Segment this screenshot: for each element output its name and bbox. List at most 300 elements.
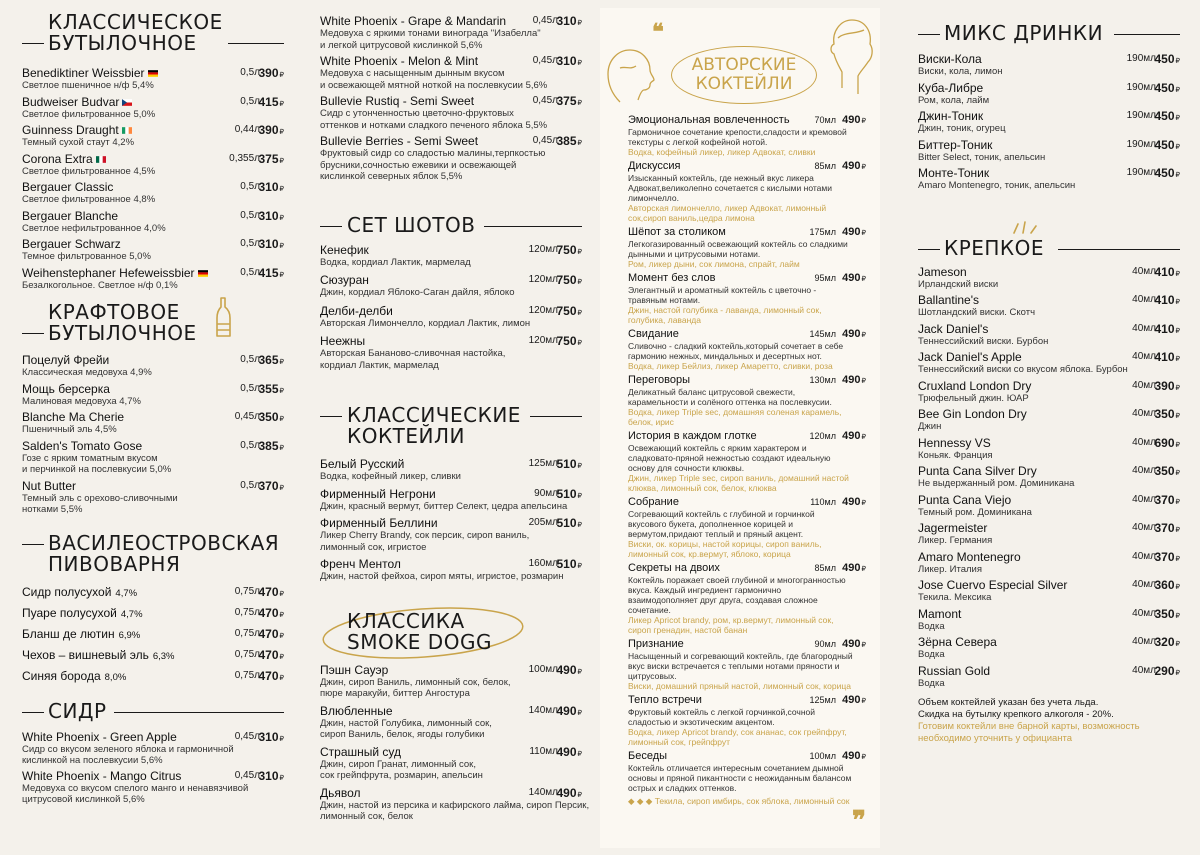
- menu-item: [918, 379, 1180, 405]
- item-volume: 0,5л: [240, 354, 260, 365]
- item-name-text: White Phoenix - Melon & Mint: [320, 54, 479, 68]
- item-price-value: 375: [258, 151, 279, 166]
- item-description: Джин, кордиал Яблоко-Саган дайля, яблоко: [320, 287, 515, 298]
- item-volume: 190мл: [1126, 53, 1156, 64]
- item-price: [1154, 436, 1180, 453]
- menu-item: [918, 109, 1180, 135]
- item-price-value: 490: [842, 226, 861, 238]
- item-ingredients: Водка, ликер Triple sec, домашняя соленая карамель,: [628, 407, 842, 417]
- item-volume: 0,75л: [234, 648, 260, 660]
- ruble-sign: ₽: [861, 698, 866, 705]
- item-ingredients: сок,сироп ваниль,цедра лимона: [628, 213, 755, 223]
- section-title-author-cocktails: АВТОРСКИЕ КОКТЕЙЛИ: [691, 55, 797, 94]
- item-price-value: 365: [258, 353, 279, 367]
- quote-open-icon: ❝: [652, 19, 664, 45]
- item-description: Шотландский виски. Скотч: [918, 307, 1036, 318]
- item-description: Безалкогольное. Светлое н/ф 0,1%: [22, 279, 178, 291]
- item-volume: 0,5л: [240, 479, 260, 491]
- item-volume: 40мл: [1132, 550, 1156, 562]
- beer-bottle-icon: [212, 294, 236, 340]
- ruble-sign: ₽: [861, 230, 866, 237]
- item-volume: 0,5л: [240, 382, 260, 394]
- item-price: [258, 209, 284, 226]
- item-volume: 100мл: [528, 663, 558, 675]
- ruble-sign: ₽: [577, 340, 582, 347]
- shots-list: [320, 243, 582, 372]
- de-flag-icon: [198, 270, 208, 277]
- item-name-text: Секреты на двоих: [628, 562, 720, 574]
- item-price-value: 310: [258, 180, 279, 194]
- item-volume: 0,5л: [240, 439, 260, 451]
- item-description: Не выдержанный ром. Доминикана: [918, 478, 1075, 489]
- item-abv: 6,3%: [152, 650, 175, 662]
- item-price: [258, 439, 284, 456]
- ruble-sign: ₽: [279, 444, 284, 452]
- item-description: вкуса. Каждый ингредиент гармонично: [628, 585, 782, 595]
- divider: [228, 43, 284, 44]
- item-price: [258, 180, 284, 197]
- ruble-sign: ₽: [577, 563, 582, 570]
- item-description: Джин, красный вермут, биттер Селект, цедра апельсина: [320, 500, 568, 512]
- item-ingredients: Водка, кофейный ликер, ликер Адвокат, сливки: [628, 147, 816, 157]
- item-volume: 90мл: [534, 487, 558, 499]
- item-price: [556, 54, 582, 71]
- item-volume: 95мл: [814, 273, 836, 283]
- ruble-sign: ₽: [1175, 584, 1180, 591]
- ruble-sign: ₽: [1175, 299, 1180, 306]
- item-price-value: 450: [1154, 166, 1175, 180]
- item-price-value: 470: [258, 647, 279, 662]
- item-name-text: Свидание: [628, 328, 679, 340]
- ruble-sign: ₽: [1175, 356, 1180, 363]
- item-price-value: 450: [1154, 80, 1175, 95]
- item-description: Водка: [918, 620, 945, 632]
- item-price: [1154, 464, 1180, 481]
- menu-item: [22, 95, 284, 121]
- divider: [320, 416, 342, 417]
- item-price: [840, 226, 866, 240]
- item-volume: 0,75л: [234, 627, 260, 639]
- ruble-sign: ₽: [577, 522, 582, 529]
- item-price-value: 750: [556, 334, 577, 348]
- item-price: [840, 114, 866, 128]
- ruble-sign: ₽: [577, 668, 582, 676]
- item-volume: 0,75л: [234, 585, 260, 597]
- item-volume: 0,45л: [532, 95, 558, 106]
- item-price-value: 390: [1154, 378, 1175, 393]
- item-volume: 0,75л: [234, 669, 260, 681]
- item-volume: 0,45л: [532, 135, 558, 146]
- item-abv: 6,9%: [118, 629, 141, 641]
- item-volume: 100мл: [809, 751, 836, 761]
- item-volume: 0,355л: [229, 152, 260, 164]
- item-price-value: 490: [556, 785, 577, 800]
- item-price-value: 410: [1154, 264, 1175, 279]
- item-volume: 40мл: [1132, 436, 1156, 448]
- item-price: [556, 243, 582, 260]
- ruble-sign: ₽: [577, 709, 582, 717]
- item-price-value: 450: [1154, 137, 1175, 152]
- item-description: Медовуха со вкусом спелого манго и ненавязчивой: [22, 782, 249, 794]
- item-name-text: Кенефик: [320, 242, 369, 257]
- ruble-sign: ₽: [279, 590, 284, 598]
- item-price-value: 470: [258, 668, 279, 683]
- section-title-mix: МИКС ДРИНКИ: [918, 23, 1180, 44]
- mix-drinks-list: [918, 52, 1180, 192]
- item-name-text: Мощь берсерка: [22, 381, 110, 396]
- ruble-sign: ₽: [1175, 384, 1180, 392]
- menu-item: [628, 226, 866, 269]
- item-price-value: 310: [556, 14, 577, 28]
- item-price-value: 490: [842, 430, 861, 442]
- ruble-sign: ₽: [577, 309, 582, 317]
- item-description: Коктейль отличается интересным сочетанием дымной: [628, 763, 844, 773]
- cider-list: [22, 730, 284, 806]
- ruble-sign: ₽: [279, 186, 284, 193]
- ruble-sign: ₽: [1175, 413, 1180, 420]
- divider: [22, 544, 44, 545]
- item-name-text: История в каждом глотке: [628, 430, 757, 442]
- item-description: оттенков и нотками сладкого печеного яблока 5,5%: [320, 119, 548, 131]
- divider: [918, 249, 940, 250]
- item-description: вкус виски встречается с теплыми нотами пряности и: [628, 661, 840, 671]
- item-volume: 175мл: [809, 227, 836, 237]
- item-price-value: 490: [842, 694, 861, 706]
- divider: [320, 226, 342, 227]
- item-name-text: Benediktiner Weissbier: [22, 66, 145, 80]
- menu-item: [628, 374, 866, 427]
- item-description: и освежающей мятной ноткой на послевкусии 5,6%: [320, 79, 548, 91]
- menu-item: [320, 334, 582, 371]
- item-description: Сливочно - сладкий коктейль,который сочетает в себе: [628, 341, 844, 351]
- item-ingredients: клюква, лимонный сок, белок, клюква: [628, 483, 777, 493]
- item-description: Ликер. Италия: [918, 563, 982, 575]
- item-description: Светлое фильтрованное 4,8%: [22, 194, 156, 205]
- item-name-text: Влюбленные: [320, 703, 393, 718]
- item-price-value: 350: [1154, 407, 1175, 421]
- item-name-text: Шёпот за столиком: [628, 226, 726, 238]
- item-volume: 110мл: [810, 497, 836, 507]
- menu-item: [320, 14, 582, 51]
- item-volume: 0,5л: [240, 266, 260, 278]
- item-description: сочетание.: [628, 605, 671, 615]
- menu-item: [22, 410, 284, 436]
- classic-cocktails-list: [320, 457, 582, 583]
- quote-close-icon: ❞: [852, 806, 866, 836]
- item-volume: 0,5л: [240, 209, 260, 221]
- item-price: [840, 328, 866, 342]
- item-price: [258, 479, 284, 496]
- item-price: [556, 745, 582, 762]
- item-description: травяным нотами.: [628, 295, 701, 305]
- item-price-value: 490: [842, 496, 861, 508]
- ruble-sign: ₽: [1175, 172, 1180, 179]
- item-volume: 140мл: [528, 704, 558, 716]
- item-volume: 40мл: [1132, 408, 1156, 419]
- menu-item: [918, 607, 1180, 633]
- ruble-sign: ₽: [577, 750, 582, 758]
- item-description: Изысканный коктейль, где нежный вкус ликера: [628, 173, 814, 183]
- item-description: Виски, кола, лимон: [918, 66, 1003, 77]
- item-name-text: Переговоры: [628, 374, 691, 386]
- item-description: Водка, кордиал Лактик, мармелад: [320, 256, 471, 268]
- item-price: [1154, 138, 1180, 155]
- item-name-text: Делби-делби: [320, 303, 393, 318]
- item-description: Гозе с ярким томатным вкусом: [22, 452, 158, 464]
- section-title-shots: СЕТ ШОТОВ: [320, 215, 582, 236]
- ruble-sign: ₽: [279, 100, 284, 108]
- ruble-sign: ₽: [861, 434, 866, 441]
- item-name-text: Бланш де лютин: [22, 626, 115, 641]
- ruble-sign: ₽: [861, 332, 866, 339]
- item-volume: 0,5л: [240, 95, 260, 107]
- item-volume: 130мл: [809, 375, 836, 385]
- item-ingredients: голубика, лаванда: [628, 315, 701, 325]
- item-price: [556, 94, 582, 111]
- item-ingredients: Водка, ликер Apricot brandy, сок ананас, сок грейпфрут,: [628, 727, 847, 737]
- ruble-sign: ₽: [861, 754, 866, 761]
- divider: [484, 226, 582, 227]
- item-name-text: Mamont: [918, 606, 962, 621]
- item-volume: 40мл: [1132, 579, 1156, 590]
- ruble-sign: ₽: [577, 492, 582, 500]
- item-ingredients: Виски, ок. корицы, настой корицы, сироп ваниль,: [628, 539, 822, 549]
- item-volume: 40мл: [1132, 379, 1156, 391]
- item-volume: 0,5л: [240, 238, 260, 249]
- item-ingredients: Водка, ликер Бейлиз, ликер Амаретто, сливки, роза: [628, 361, 833, 371]
- item-price: [258, 627, 284, 644]
- item-price: [258, 606, 284, 623]
- item-name-text: Hennessy VS: [918, 435, 991, 450]
- item-volume: 120мл: [809, 431, 836, 441]
- item-price: [1154, 109, 1180, 126]
- menu-item: [22, 382, 284, 408]
- item-price: [258, 123, 284, 140]
- item-price: [258, 410, 284, 427]
- item-abv: 4,7%: [115, 587, 138, 599]
- item-price-value: 450: [1154, 52, 1175, 66]
- item-name-text: Bee Gin London Dry: [918, 407, 1027, 421]
- item-description: Ирландский виски: [918, 278, 999, 290]
- item-price-value: 310: [258, 237, 279, 251]
- item-price: [258, 237, 284, 254]
- ruble-sign: ₽: [861, 566, 866, 573]
- item-volume: 0,45л: [234, 730, 260, 742]
- ruble-sign: ₽: [577, 279, 582, 286]
- menu-item: [320, 243, 582, 269]
- item-price: [1154, 550, 1180, 567]
- item-description: гармонию нежных, миндальных и десертных нот.: [628, 351, 822, 361]
- item-description: острых и сладких оттенков.: [628, 783, 737, 793]
- item-description: Джин, настой Голубика, лимонный сок,: [320, 717, 492, 729]
- item-description: Адвокат,великолепно сочетается с кислыми нотами: [628, 183, 832, 193]
- menu-item: [22, 479, 284, 516]
- item-description: основу для сочности клюквы.: [628, 463, 745, 473]
- ruble-sign: ₽: [279, 632, 284, 640]
- ruble-sign: ₽: [577, 140, 582, 147]
- section-title-cider: СИДР: [22, 701, 284, 722]
- item-price: [840, 160, 866, 174]
- item-description: брусники,сочностью ежевики и освежающей: [320, 159, 517, 171]
- menu-item: [918, 493, 1180, 519]
- ruble-sign: ₽: [279, 157, 284, 165]
- item-price-value: 320: [1154, 635, 1175, 649]
- craft-bottled-list: [22, 353, 284, 516]
- menu-item: [320, 663, 582, 700]
- item-volume: 40мл: [1132, 636, 1156, 647]
- item-description: Джин, настой из персика и кафирского лайма, сироп Персик,: [320, 799, 590, 811]
- item-description: Светлое фильтрованное 5,0%: [22, 108, 156, 120]
- item-name-text: Guinness Draught: [22, 123, 119, 137]
- item-name-text: Зёрна Севера: [918, 635, 997, 649]
- menu-item: [320, 273, 582, 299]
- item-price-value: 355: [258, 381, 279, 396]
- divider: [22, 43, 44, 44]
- menu-item: [22, 627, 284, 643]
- item-price-value: 490: [556, 744, 577, 759]
- strong-list: [918, 265, 1180, 690]
- item-ingredients: Джин, ликер Triple sec, сироп ваниль, домашний настой: [628, 473, 849, 483]
- item-volume: 40мл: [1132, 265, 1156, 277]
- item-name-text: Bullevie Berries - Semi Sweet: [320, 134, 479, 148]
- item-price: [1154, 379, 1180, 396]
- item-volume: 0,44л: [234, 124, 260, 135]
- item-name-text: Куба-Либре: [918, 80, 984, 95]
- item-name-text: Bergauer Schwarz: [22, 237, 121, 251]
- column-1: [22, 0, 284, 808]
- item-price: [840, 272, 866, 286]
- menu-item: [918, 81, 1180, 107]
- menu-item: [22, 123, 284, 149]
- ruble-sign: ₽: [279, 214, 284, 222]
- menu-item: [22, 66, 284, 92]
- item-name-text: Bergauer Classic: [22, 180, 114, 194]
- item-price-value: 310: [258, 208, 279, 223]
- section-title-vasileostrovskaya: ВАСИЛЕОСТРОВСКАЯ ПИВОВАРНЯ: [22, 533, 284, 575]
- column-3: [600, 0, 880, 836]
- ruble-sign: ₽: [1175, 270, 1180, 278]
- item-price: [1154, 166, 1180, 183]
- item-price: [840, 638, 866, 652]
- ruble-sign: ₽: [577, 100, 582, 107]
- item-name-text: White Phoenix - Mango Citrus: [22, 768, 182, 783]
- menu-item: [918, 166, 1180, 192]
- item-name-text: Bullevie Rustiq - Semi Sweet: [320, 94, 475, 108]
- item-name-text: Страшный суд: [320, 744, 402, 759]
- item-price: [556, 304, 582, 321]
- item-name-text: Jack Daniel's Apple: [918, 350, 1022, 364]
- ruble-sign: ₽: [861, 164, 866, 171]
- item-volume: 0,75л: [234, 606, 260, 618]
- ruble-sign: ₽: [279, 611, 284, 619]
- ruble-sign: ₽: [861, 276, 866, 283]
- menu-item: [22, 266, 284, 292]
- item-price-value: 385: [258, 438, 279, 453]
- item-ingredients: Авторская лимончелло, ликер Адвокат, лимонный: [628, 203, 827, 213]
- menu-item: [628, 638, 866, 691]
- item-price: [258, 353, 284, 370]
- section-title-strong: КРЕПКОЕ: [918, 238, 1180, 259]
- item-name-text: Ballantine's: [918, 293, 979, 307]
- item-description: цитрусовых.: [628, 671, 677, 681]
- item-volume: 0,5л: [240, 181, 260, 192]
- item-price-value: 510: [556, 486, 577, 501]
- item-price: [556, 487, 582, 504]
- item-price: [258, 95, 284, 112]
- menu-item: [22, 585, 284, 601]
- item-description: Сидр со вкусом зеленого яблока и гармоничной: [22, 743, 234, 755]
- item-price-value: 370: [1154, 521, 1175, 535]
- item-name-text: Джин-Тоник: [918, 109, 984, 123]
- menu-item: [628, 496, 866, 559]
- ruble-sign: ₽: [279, 774, 284, 782]
- item-price-value: 415: [258, 94, 279, 109]
- mx-flag-icon: [96, 156, 106, 163]
- item-volume: 125мл: [809, 695, 836, 705]
- author-header: [600, 0, 880, 108]
- item-price: [840, 430, 866, 444]
- item-description: Ром, кола, лайм: [918, 94, 990, 106]
- divider: [1058, 249, 1180, 250]
- menu-item: [918, 322, 1180, 348]
- item-price: [258, 730, 284, 747]
- item-volume: 40мл: [1132, 493, 1156, 505]
- ruble-sign: ₽: [1175, 612, 1180, 620]
- ruble-sign: ₽: [279, 387, 284, 395]
- item-price-value: 385: [556, 134, 577, 148]
- item-volume: 0,45л: [532, 55, 558, 66]
- item-volume: 120мл: [528, 243, 558, 255]
- ruble-sign: ₽: [279, 416, 284, 423]
- item-description: Джин, тоник, огурец: [918, 123, 1006, 134]
- item-volume: 110мл: [529, 745, 558, 757]
- item-name-text: Jagermeister: [918, 521, 988, 535]
- ruble-sign: ₽: [1175, 327, 1180, 335]
- menu-item: [22, 606, 284, 622]
- item-price-value: 410: [1154, 350, 1175, 364]
- menu-item: [22, 439, 284, 476]
- item-price: [556, 516, 582, 533]
- item-price: [258, 585, 284, 602]
- ruble-sign: ₽: [1175, 641, 1180, 648]
- item-price: [556, 334, 582, 351]
- menu-item: [628, 114, 866, 157]
- item-price-value: 690: [1154, 435, 1175, 450]
- item-price: [1154, 635, 1180, 652]
- item-description: Гармоничное сочетание крепости,сладости и кремовой: [628, 127, 847, 137]
- item-abv: 8,0%: [104, 671, 127, 683]
- item-price-value: 370: [258, 478, 279, 493]
- menu-item: [22, 152, 284, 178]
- sparkle-lines-icon: [1010, 220, 1040, 236]
- ruble-sign: ₽: [577, 791, 582, 799]
- item-name-text: Пуаре полусухой: [22, 605, 117, 620]
- item-price: [556, 134, 582, 151]
- item-description: сладостью и экзотическим акцентом.: [628, 717, 775, 727]
- item-volume: 0,45л: [532, 15, 558, 26]
- ruble-sign: ₽: [577, 248, 582, 256]
- item-name-text: Фирменный Негрони: [320, 486, 436, 501]
- item-volume: 85мл: [814, 563, 836, 573]
- ie-flag-icon: [122, 127, 132, 134]
- cocktail-icon: ◆ ◆ ◆: [628, 796, 655, 806]
- ruble-sign: ₽: [279, 674, 284, 682]
- item-price: [258, 769, 284, 786]
- item-name-text: Amaro Montenegro: [918, 549, 1021, 564]
- item-description: Элегантный и ароматный коктейль с цветочно -: [628, 285, 817, 295]
- menu-item: [918, 350, 1180, 376]
- item-name-text: Budweiser Budvar: [22, 94, 120, 109]
